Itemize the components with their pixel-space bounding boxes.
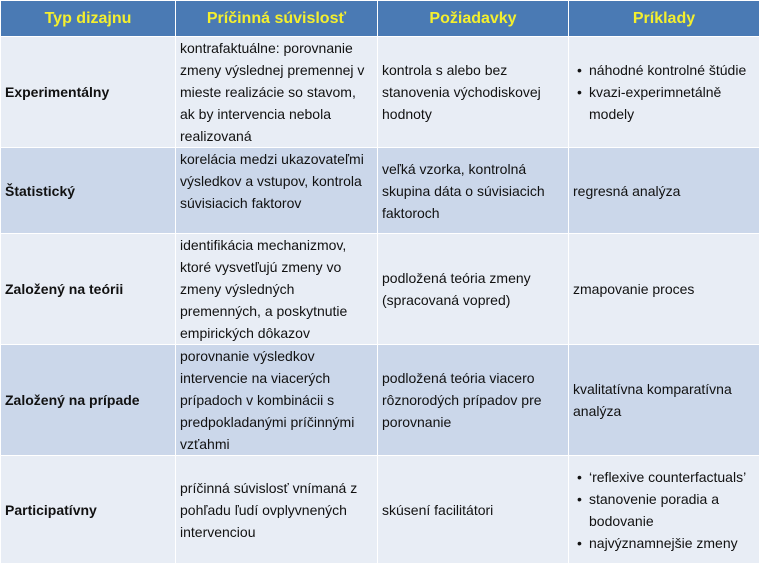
examples-cell xyxy=(569,37,759,148)
header-row xyxy=(1,1,759,37)
header-design-type: Typ dizajnu xyxy=(1,1,176,37)
list-item: • ‘reflexive counterfactuals’ xyxy=(589,466,755,488)
design-type-cell: Štatistický xyxy=(1,148,176,234)
examples-cell: kvalitatívna komparatívna analýza xyxy=(569,345,759,456)
design-type-cell: Participatívny xyxy=(1,456,176,564)
examples-cell xyxy=(569,456,759,564)
examples-cell: regresná analýza xyxy=(569,148,759,234)
requirements-cell: veľká vzorka, kontrolná skupina dáta o súvisiacich faktoroch xyxy=(378,148,569,234)
table-row xyxy=(1,234,759,345)
causality-cell: príčinná súvislosť vnímaná z pohľadu ľudí ovplyvnených intervenciou xyxy=(176,456,378,564)
header-requirements: Požiadavky xyxy=(378,1,569,37)
requirements-cell: podložená teória zmeny (spracovaná vopred) xyxy=(378,234,569,345)
requirements-cell: podložená teória viacero rôznorodých prípadov pre porovnanie xyxy=(378,345,569,456)
examples-list xyxy=(573,466,755,554)
requirements-cell: kontrola s alebo bez stanovenia východiskovej hodnoty xyxy=(378,37,569,148)
header-causality: Príčinná súvislosť xyxy=(176,1,378,37)
table-row xyxy=(1,37,759,148)
causality-cell: korelácia medzi ukazovateľmi výsledkov a vstupov, kontrola súvisiacich faktorov xyxy=(176,148,378,234)
causality-cell: kontrafaktuálne: porovnanie zmeny výslednej premennej v mieste realizácie so stavom, ak by intervencia nebola realizovaná xyxy=(176,37,378,148)
list-item: • stanovenie poradia a bodovanie xyxy=(589,488,755,532)
causality-cell: porovnanie výsledkov intervencie na viacerých prípadoch v kombinácii s predpokladanými príčinnými vzťahmi xyxy=(176,345,378,456)
header-examples: Príklady xyxy=(569,1,759,37)
examples-list xyxy=(573,59,755,125)
table-row xyxy=(1,345,759,456)
design-type-cell: Založený na prípade xyxy=(1,345,176,456)
examples-cell: zmapovanie proces xyxy=(569,234,759,345)
design-type-cell: Experimentálny xyxy=(1,37,176,148)
table-row xyxy=(1,148,759,234)
table-row xyxy=(1,456,759,564)
list-item: • náhodné kontrolné štúdie xyxy=(589,59,755,81)
requirements-cell: skúsení facilitátori xyxy=(378,456,569,564)
list-item: • najvýznamnejšie zmeny xyxy=(589,532,755,554)
causality-cell: identifikácia mechanizmov, ktoré vysvetľujú zmeny vo zmeny výsledných premenných, a poskytnutie empirických dôkazov xyxy=(176,234,378,345)
list-item: • kvazi-experimnetálně modely xyxy=(589,81,755,125)
design-type-cell: Založený na teórii xyxy=(1,234,176,345)
